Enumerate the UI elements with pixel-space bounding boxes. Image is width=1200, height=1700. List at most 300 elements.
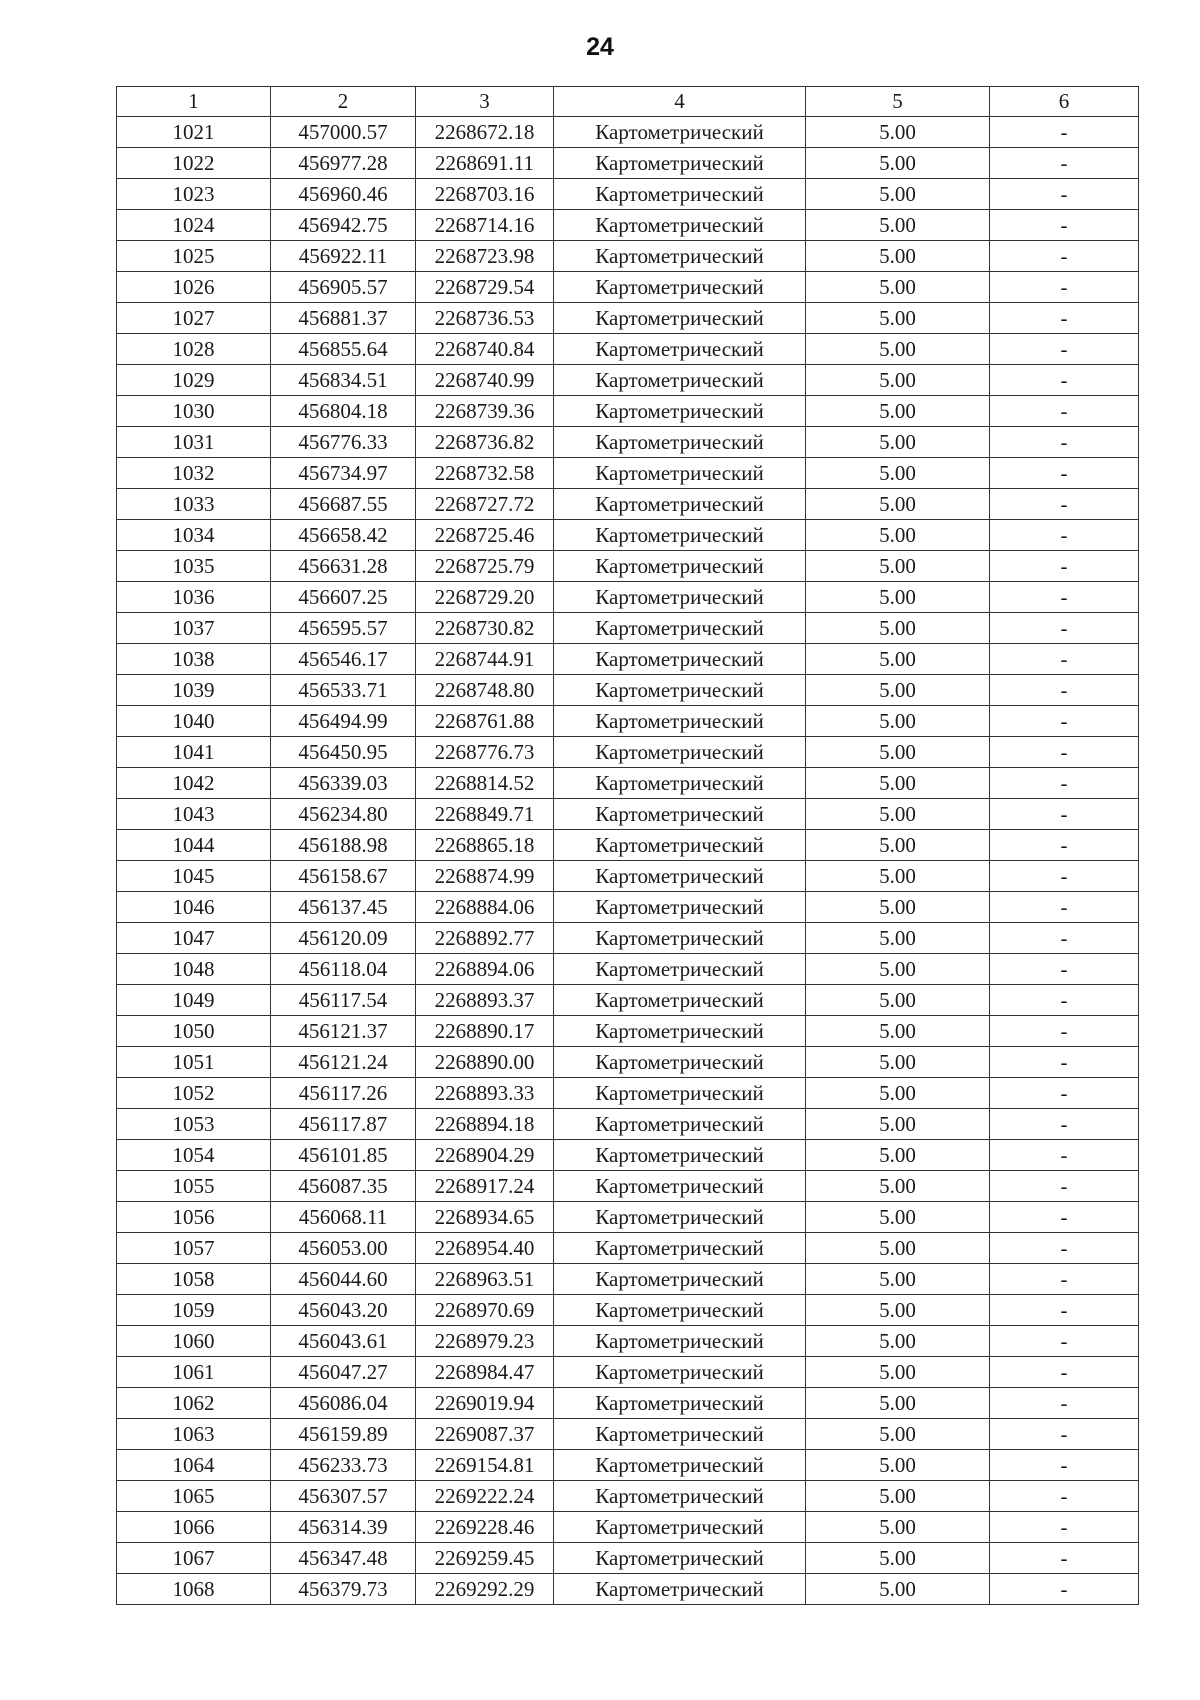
description-cell: -	[990, 861, 1139, 892]
point-number-cell: 1046	[117, 892, 271, 923]
accuracy-cell: 5.00	[806, 1016, 990, 1047]
method-cell: Картометрический	[554, 1326, 806, 1357]
point-number-cell: 1068	[117, 1574, 271, 1605]
table-row	[117, 1140, 1139, 1171]
point-number-cell: 1024	[117, 210, 271, 241]
y-coordinate-cell: 2268727.72	[416, 489, 554, 520]
accuracy-cell: 5.00	[806, 1357, 990, 1388]
method-cell: Картометрический	[554, 303, 806, 334]
table-row	[117, 1574, 1139, 1605]
table-row	[117, 799, 1139, 830]
table-row	[117, 1512, 1139, 1543]
point-number-cell: 1022	[117, 148, 271, 179]
description-cell: -	[990, 210, 1139, 241]
method-cell: Картометрический	[554, 799, 806, 830]
method-cell: Картометрический	[554, 613, 806, 644]
description-cell: -	[990, 1574, 1139, 1605]
y-coordinate-cell: 2269154.81	[416, 1450, 554, 1481]
method-cell: Картометрический	[554, 520, 806, 551]
method-cell: Картометрический	[554, 1388, 806, 1419]
accuracy-cell: 5.00	[806, 706, 990, 737]
table-row	[117, 1357, 1139, 1388]
column-header-2: 2	[271, 87, 416, 117]
table-row	[117, 1109, 1139, 1140]
table-row	[117, 396, 1139, 427]
x-coordinate-cell: 456960.46	[271, 179, 416, 210]
y-coordinate-cell: 2268970.69	[416, 1295, 554, 1326]
table-row	[117, 1295, 1139, 1326]
method-cell: Картометрический	[554, 1047, 806, 1078]
method-cell: Картометрический	[554, 1419, 806, 1450]
x-coordinate-cell: 456314.39	[271, 1512, 416, 1543]
method-cell: Картометрический	[554, 1295, 806, 1326]
table-row	[117, 520, 1139, 551]
x-coordinate-cell: 456188.98	[271, 830, 416, 861]
point-number-cell: 1045	[117, 861, 271, 892]
y-coordinate-cell: 2268892.77	[416, 923, 554, 954]
description-cell: -	[990, 644, 1139, 675]
column-header-4: 4	[554, 87, 806, 117]
accuracy-cell: 5.00	[806, 768, 990, 799]
x-coordinate-cell: 456905.57	[271, 272, 416, 303]
point-number-cell: 1057	[117, 1233, 271, 1264]
y-coordinate-cell: 2269087.37	[416, 1419, 554, 1450]
description-cell: -	[990, 1419, 1139, 1450]
table-header	[117, 87, 1139, 117]
description-cell: -	[990, 427, 1139, 458]
method-cell: Картометрический	[554, 1233, 806, 1264]
description-cell: -	[990, 334, 1139, 365]
point-number-cell: 1063	[117, 1419, 271, 1450]
description-cell: -	[990, 1357, 1139, 1388]
column-header-6: 6	[990, 87, 1139, 117]
description-cell: -	[990, 954, 1139, 985]
method-cell: Картометрический	[554, 675, 806, 706]
x-coordinate-cell: 456137.45	[271, 892, 416, 923]
description-cell: -	[990, 1233, 1139, 1264]
accuracy-cell: 5.00	[806, 1047, 990, 1078]
description-cell: -	[990, 489, 1139, 520]
description-cell: -	[990, 1481, 1139, 1512]
accuracy-cell: 5.00	[806, 1450, 990, 1481]
table-row	[117, 272, 1139, 303]
accuracy-cell: 5.00	[806, 1109, 990, 1140]
point-number-cell: 1026	[117, 272, 271, 303]
point-number-cell: 1039	[117, 675, 271, 706]
method-cell: Картометрический	[554, 1512, 806, 1543]
method-cell: Картометрический	[554, 985, 806, 1016]
accuracy-cell: 5.00	[806, 303, 990, 334]
method-cell: Картометрический	[554, 179, 806, 210]
method-cell: Картометрический	[554, 1450, 806, 1481]
method-cell: Картометрический	[554, 427, 806, 458]
accuracy-cell: 5.00	[806, 210, 990, 241]
table-row	[117, 675, 1139, 706]
x-coordinate-cell: 456043.61	[271, 1326, 416, 1357]
description-cell: -	[990, 1295, 1139, 1326]
accuracy-cell: 5.00	[806, 334, 990, 365]
x-coordinate-cell: 456734.97	[271, 458, 416, 489]
accuracy-cell: 5.00	[806, 1233, 990, 1264]
method-cell: Картометрический	[554, 1140, 806, 1171]
x-coordinate-cell: 456121.24	[271, 1047, 416, 1078]
point-number-cell: 1064	[117, 1450, 271, 1481]
point-number-cell: 1032	[117, 458, 271, 489]
y-coordinate-cell: 2268894.06	[416, 954, 554, 985]
description-cell: -	[990, 613, 1139, 644]
method-cell: Картометрический	[554, 1543, 806, 1574]
x-coordinate-cell: 456855.64	[271, 334, 416, 365]
x-coordinate-cell: 456068.11	[271, 1202, 416, 1233]
x-coordinate-cell: 456117.54	[271, 985, 416, 1016]
point-number-cell: 1052	[117, 1078, 271, 1109]
y-coordinate-cell: 2268814.52	[416, 768, 554, 799]
y-coordinate-cell: 2268736.53	[416, 303, 554, 334]
description-cell: -	[990, 1202, 1139, 1233]
y-coordinate-cell: 2269292.29	[416, 1574, 554, 1605]
table-row	[117, 1078, 1139, 1109]
description-cell: -	[990, 1543, 1139, 1574]
accuracy-cell: 5.00	[806, 1295, 990, 1326]
y-coordinate-cell: 2268874.99	[416, 861, 554, 892]
description-cell: -	[990, 737, 1139, 768]
y-coordinate-cell: 2268761.88	[416, 706, 554, 737]
description-cell: -	[990, 1264, 1139, 1295]
method-cell: Картометрический	[554, 1171, 806, 1202]
method-cell: Картометрический	[554, 1264, 806, 1295]
accuracy-cell: 5.00	[806, 241, 990, 272]
table-row	[117, 830, 1139, 861]
description-cell: -	[990, 706, 1139, 737]
accuracy-cell: 5.00	[806, 1264, 990, 1295]
y-coordinate-cell: 2268736.82	[416, 427, 554, 458]
accuracy-cell: 5.00	[806, 520, 990, 551]
x-coordinate-cell: 456379.73	[271, 1574, 416, 1605]
accuracy-cell: 5.00	[806, 1388, 990, 1419]
x-coordinate-cell: 456450.95	[271, 737, 416, 768]
x-coordinate-cell: 456977.28	[271, 148, 416, 179]
y-coordinate-cell: 2268984.47	[416, 1357, 554, 1388]
method-cell: Картометрический	[554, 1202, 806, 1233]
method-cell: Картометрический	[554, 365, 806, 396]
x-coordinate-cell: 456687.55	[271, 489, 416, 520]
y-coordinate-cell: 2268740.99	[416, 365, 554, 396]
accuracy-cell: 5.00	[806, 365, 990, 396]
accuracy-cell: 5.00	[806, 1419, 990, 1450]
x-coordinate-cell: 456121.37	[271, 1016, 416, 1047]
point-number-cell: 1058	[117, 1264, 271, 1295]
point-number-cell: 1048	[117, 954, 271, 985]
table-row	[117, 303, 1139, 334]
point-number-cell: 1049	[117, 985, 271, 1016]
description-cell: -	[990, 396, 1139, 427]
method-cell: Картометрический	[554, 1481, 806, 1512]
accuracy-cell: 5.00	[806, 1171, 990, 1202]
point-number-cell: 1028	[117, 334, 271, 365]
accuracy-cell: 5.00	[806, 985, 990, 1016]
accuracy-cell: 5.00	[806, 551, 990, 582]
table-row	[117, 737, 1139, 768]
point-number-cell: 1029	[117, 365, 271, 396]
table-row	[117, 582, 1139, 613]
table-row	[117, 458, 1139, 489]
y-coordinate-cell: 2268725.46	[416, 520, 554, 551]
description-cell: -	[990, 272, 1139, 303]
y-coordinate-cell: 2268729.20	[416, 582, 554, 613]
accuracy-cell: 5.00	[806, 582, 990, 613]
accuracy-cell: 5.00	[806, 737, 990, 768]
x-coordinate-cell: 456233.73	[271, 1450, 416, 1481]
description-cell: -	[990, 551, 1139, 582]
column-header-5: 5	[806, 87, 990, 117]
method-cell: Картометрический	[554, 644, 806, 675]
x-coordinate-cell: 456159.89	[271, 1419, 416, 1450]
page-number: 24	[586, 33, 614, 61]
table-row	[117, 1326, 1139, 1357]
method-cell: Картометрический	[554, 737, 806, 768]
x-coordinate-cell: 456043.20	[271, 1295, 416, 1326]
x-coordinate-cell: 456881.37	[271, 303, 416, 334]
accuracy-cell: 5.00	[806, 1574, 990, 1605]
description-cell: -	[990, 892, 1139, 923]
table-row	[117, 1202, 1139, 1233]
method-cell: Картометрический	[554, 582, 806, 613]
accuracy-cell: 5.00	[806, 396, 990, 427]
accuracy-cell: 5.00	[806, 1326, 990, 1357]
point-number-cell: 1062	[117, 1388, 271, 1419]
y-coordinate-cell: 2268934.65	[416, 1202, 554, 1233]
table-row	[117, 427, 1139, 458]
method-cell: Картометрический	[554, 396, 806, 427]
description-cell: -	[990, 830, 1139, 861]
description-cell: -	[990, 303, 1139, 334]
y-coordinate-cell: 2269259.45	[416, 1543, 554, 1574]
x-coordinate-cell: 456086.04	[271, 1388, 416, 1419]
method-cell: Картометрический	[554, 458, 806, 489]
table-row	[117, 1419, 1139, 1450]
description-cell: -	[990, 520, 1139, 551]
description-cell: -	[990, 1109, 1139, 1140]
table-row	[117, 1543, 1139, 1574]
y-coordinate-cell: 2268893.37	[416, 985, 554, 1016]
accuracy-cell: 5.00	[806, 1512, 990, 1543]
y-coordinate-cell: 2268714.16	[416, 210, 554, 241]
y-coordinate-cell: 2268963.51	[416, 1264, 554, 1295]
accuracy-cell: 5.00	[806, 117, 990, 148]
table-row	[117, 551, 1139, 582]
x-coordinate-cell: 456047.27	[271, 1357, 416, 1388]
x-coordinate-cell: 456307.57	[271, 1481, 416, 1512]
y-coordinate-cell: 2268865.18	[416, 830, 554, 861]
x-coordinate-cell: 456053.00	[271, 1233, 416, 1264]
description-cell: -	[990, 1450, 1139, 1481]
table-row	[117, 1171, 1139, 1202]
point-number-cell: 1031	[117, 427, 271, 458]
accuracy-cell: 5.00	[806, 1140, 990, 1171]
description-cell: -	[990, 1140, 1139, 1171]
point-number-cell: 1030	[117, 396, 271, 427]
table-row	[117, 1388, 1139, 1419]
method-cell: Картометрический	[554, 1016, 806, 1047]
y-coordinate-cell: 2268732.58	[416, 458, 554, 489]
point-number-cell: 1044	[117, 830, 271, 861]
method-cell: Картометрический	[554, 489, 806, 520]
header-row	[117, 87, 1139, 117]
y-coordinate-cell: 2268954.40	[416, 1233, 554, 1264]
method-cell: Картометрический	[554, 148, 806, 179]
table-row	[117, 923, 1139, 954]
y-coordinate-cell: 2268884.06	[416, 892, 554, 923]
point-number-cell: 1051	[117, 1047, 271, 1078]
description-cell: -	[990, 365, 1139, 396]
x-coordinate-cell: 456631.28	[271, 551, 416, 582]
table-row	[117, 1450, 1139, 1481]
y-coordinate-cell: 2268744.91	[416, 644, 554, 675]
method-cell: Картометрический	[554, 1078, 806, 1109]
point-number-cell: 1047	[117, 923, 271, 954]
point-number-cell: 1042	[117, 768, 271, 799]
point-number-cell: 1036	[117, 582, 271, 613]
table-row	[117, 954, 1139, 985]
point-number-cell: 1066	[117, 1512, 271, 1543]
point-number-cell: 1054	[117, 1140, 271, 1171]
x-coordinate-cell: 456776.33	[271, 427, 416, 458]
point-number-cell: 1050	[117, 1016, 271, 1047]
x-coordinate-cell: 456834.51	[271, 365, 416, 396]
method-cell: Картометрический	[554, 210, 806, 241]
description-cell: -	[990, 1016, 1139, 1047]
y-coordinate-cell: 2268703.16	[416, 179, 554, 210]
table-row	[117, 644, 1139, 675]
x-coordinate-cell: 456120.09	[271, 923, 416, 954]
x-coordinate-cell: 456804.18	[271, 396, 416, 427]
accuracy-cell: 5.00	[806, 954, 990, 985]
method-cell: Картометрический	[554, 768, 806, 799]
description-cell: -	[990, 923, 1139, 954]
point-number-cell: 1061	[117, 1357, 271, 1388]
description-cell: -	[990, 241, 1139, 272]
column-header-3: 3	[416, 87, 554, 117]
accuracy-cell: 5.00	[806, 644, 990, 675]
description-cell: -	[990, 985, 1139, 1016]
y-coordinate-cell: 2268730.82	[416, 613, 554, 644]
description-cell: -	[990, 117, 1139, 148]
description-cell: -	[990, 1326, 1139, 1357]
x-coordinate-cell: 456546.17	[271, 644, 416, 675]
description-cell: -	[990, 799, 1139, 830]
y-coordinate-cell: 2269222.24	[416, 1481, 554, 1512]
x-coordinate-cell: 456533.71	[271, 675, 416, 706]
table-row	[117, 985, 1139, 1016]
point-number-cell: 1040	[117, 706, 271, 737]
x-coordinate-cell: 456658.42	[271, 520, 416, 551]
description-cell: -	[990, 148, 1139, 179]
accuracy-cell: 5.00	[806, 427, 990, 458]
x-coordinate-cell: 456044.60	[271, 1264, 416, 1295]
table-row	[117, 861, 1139, 892]
description-cell: -	[990, 582, 1139, 613]
accuracy-cell: 5.00	[806, 892, 990, 923]
point-number-cell: 1025	[117, 241, 271, 272]
accuracy-cell: 5.00	[806, 148, 990, 179]
accuracy-cell: 5.00	[806, 1078, 990, 1109]
y-coordinate-cell: 2268776.73	[416, 737, 554, 768]
method-cell: Картометрический	[554, 272, 806, 303]
x-coordinate-cell: 456101.85	[271, 1140, 416, 1171]
method-cell: Картометрический	[554, 1357, 806, 1388]
y-coordinate-cell: 2268979.23	[416, 1326, 554, 1357]
accuracy-cell: 5.00	[806, 179, 990, 210]
accuracy-cell: 5.00	[806, 830, 990, 861]
y-coordinate-cell: 2268917.24	[416, 1171, 554, 1202]
y-coordinate-cell: 2268725.79	[416, 551, 554, 582]
x-coordinate-cell: 456347.48	[271, 1543, 416, 1574]
method-cell: Картометрический	[554, 1109, 806, 1140]
accuracy-cell: 5.00	[806, 1202, 990, 1233]
table-row	[117, 1233, 1139, 1264]
table-row	[117, 768, 1139, 799]
table-row	[117, 706, 1139, 737]
table-body	[117, 117, 1139, 1605]
point-number-cell: 1034	[117, 520, 271, 551]
accuracy-cell: 5.00	[806, 799, 990, 830]
y-coordinate-cell: 2269228.46	[416, 1512, 554, 1543]
point-number-cell: 1035	[117, 551, 271, 582]
table-row	[117, 179, 1139, 210]
x-coordinate-cell: 457000.57	[271, 117, 416, 148]
table-row	[117, 365, 1139, 396]
table-row	[117, 1047, 1139, 1078]
method-cell: Картометрический	[554, 954, 806, 985]
x-coordinate-cell: 456942.75	[271, 210, 416, 241]
table-row	[117, 1264, 1139, 1295]
y-coordinate-cell: 2268740.84	[416, 334, 554, 365]
table-row	[117, 1481, 1139, 1512]
method-cell: Картометрический	[554, 1574, 806, 1605]
y-coordinate-cell: 2268890.00	[416, 1047, 554, 1078]
point-number-cell: 1037	[117, 613, 271, 644]
x-coordinate-cell: 456158.67	[271, 861, 416, 892]
description-cell: -	[990, 179, 1139, 210]
y-coordinate-cell: 2268729.54	[416, 272, 554, 303]
y-coordinate-cell: 2268894.18	[416, 1109, 554, 1140]
point-number-cell: 1067	[117, 1543, 271, 1574]
column-header-1: 1	[117, 87, 271, 117]
method-cell: Картометрический	[554, 117, 806, 148]
description-cell: -	[990, 1512, 1139, 1543]
y-coordinate-cell: 2268748.80	[416, 675, 554, 706]
y-coordinate-cell: 2269019.94	[416, 1388, 554, 1419]
accuracy-cell: 5.00	[806, 489, 990, 520]
table-row	[117, 489, 1139, 520]
description-cell: -	[990, 768, 1139, 799]
point-number-cell: 1033	[117, 489, 271, 520]
point-number-cell: 1060	[117, 1326, 271, 1357]
method-cell: Картометрический	[554, 551, 806, 582]
method-cell: Картометрический	[554, 334, 806, 365]
x-coordinate-cell: 456117.26	[271, 1078, 416, 1109]
y-coordinate-cell: 2268904.29	[416, 1140, 554, 1171]
y-coordinate-cell: 2268672.18	[416, 117, 554, 148]
y-coordinate-cell: 2268691.11	[416, 148, 554, 179]
point-number-cell: 1023	[117, 179, 271, 210]
table-row	[117, 892, 1139, 923]
method-cell: Картометрический	[554, 241, 806, 272]
accuracy-cell: 5.00	[806, 458, 990, 489]
x-coordinate-cell: 456494.99	[271, 706, 416, 737]
x-coordinate-cell: 456087.35	[271, 1171, 416, 1202]
x-coordinate-cell: 456607.25	[271, 582, 416, 613]
